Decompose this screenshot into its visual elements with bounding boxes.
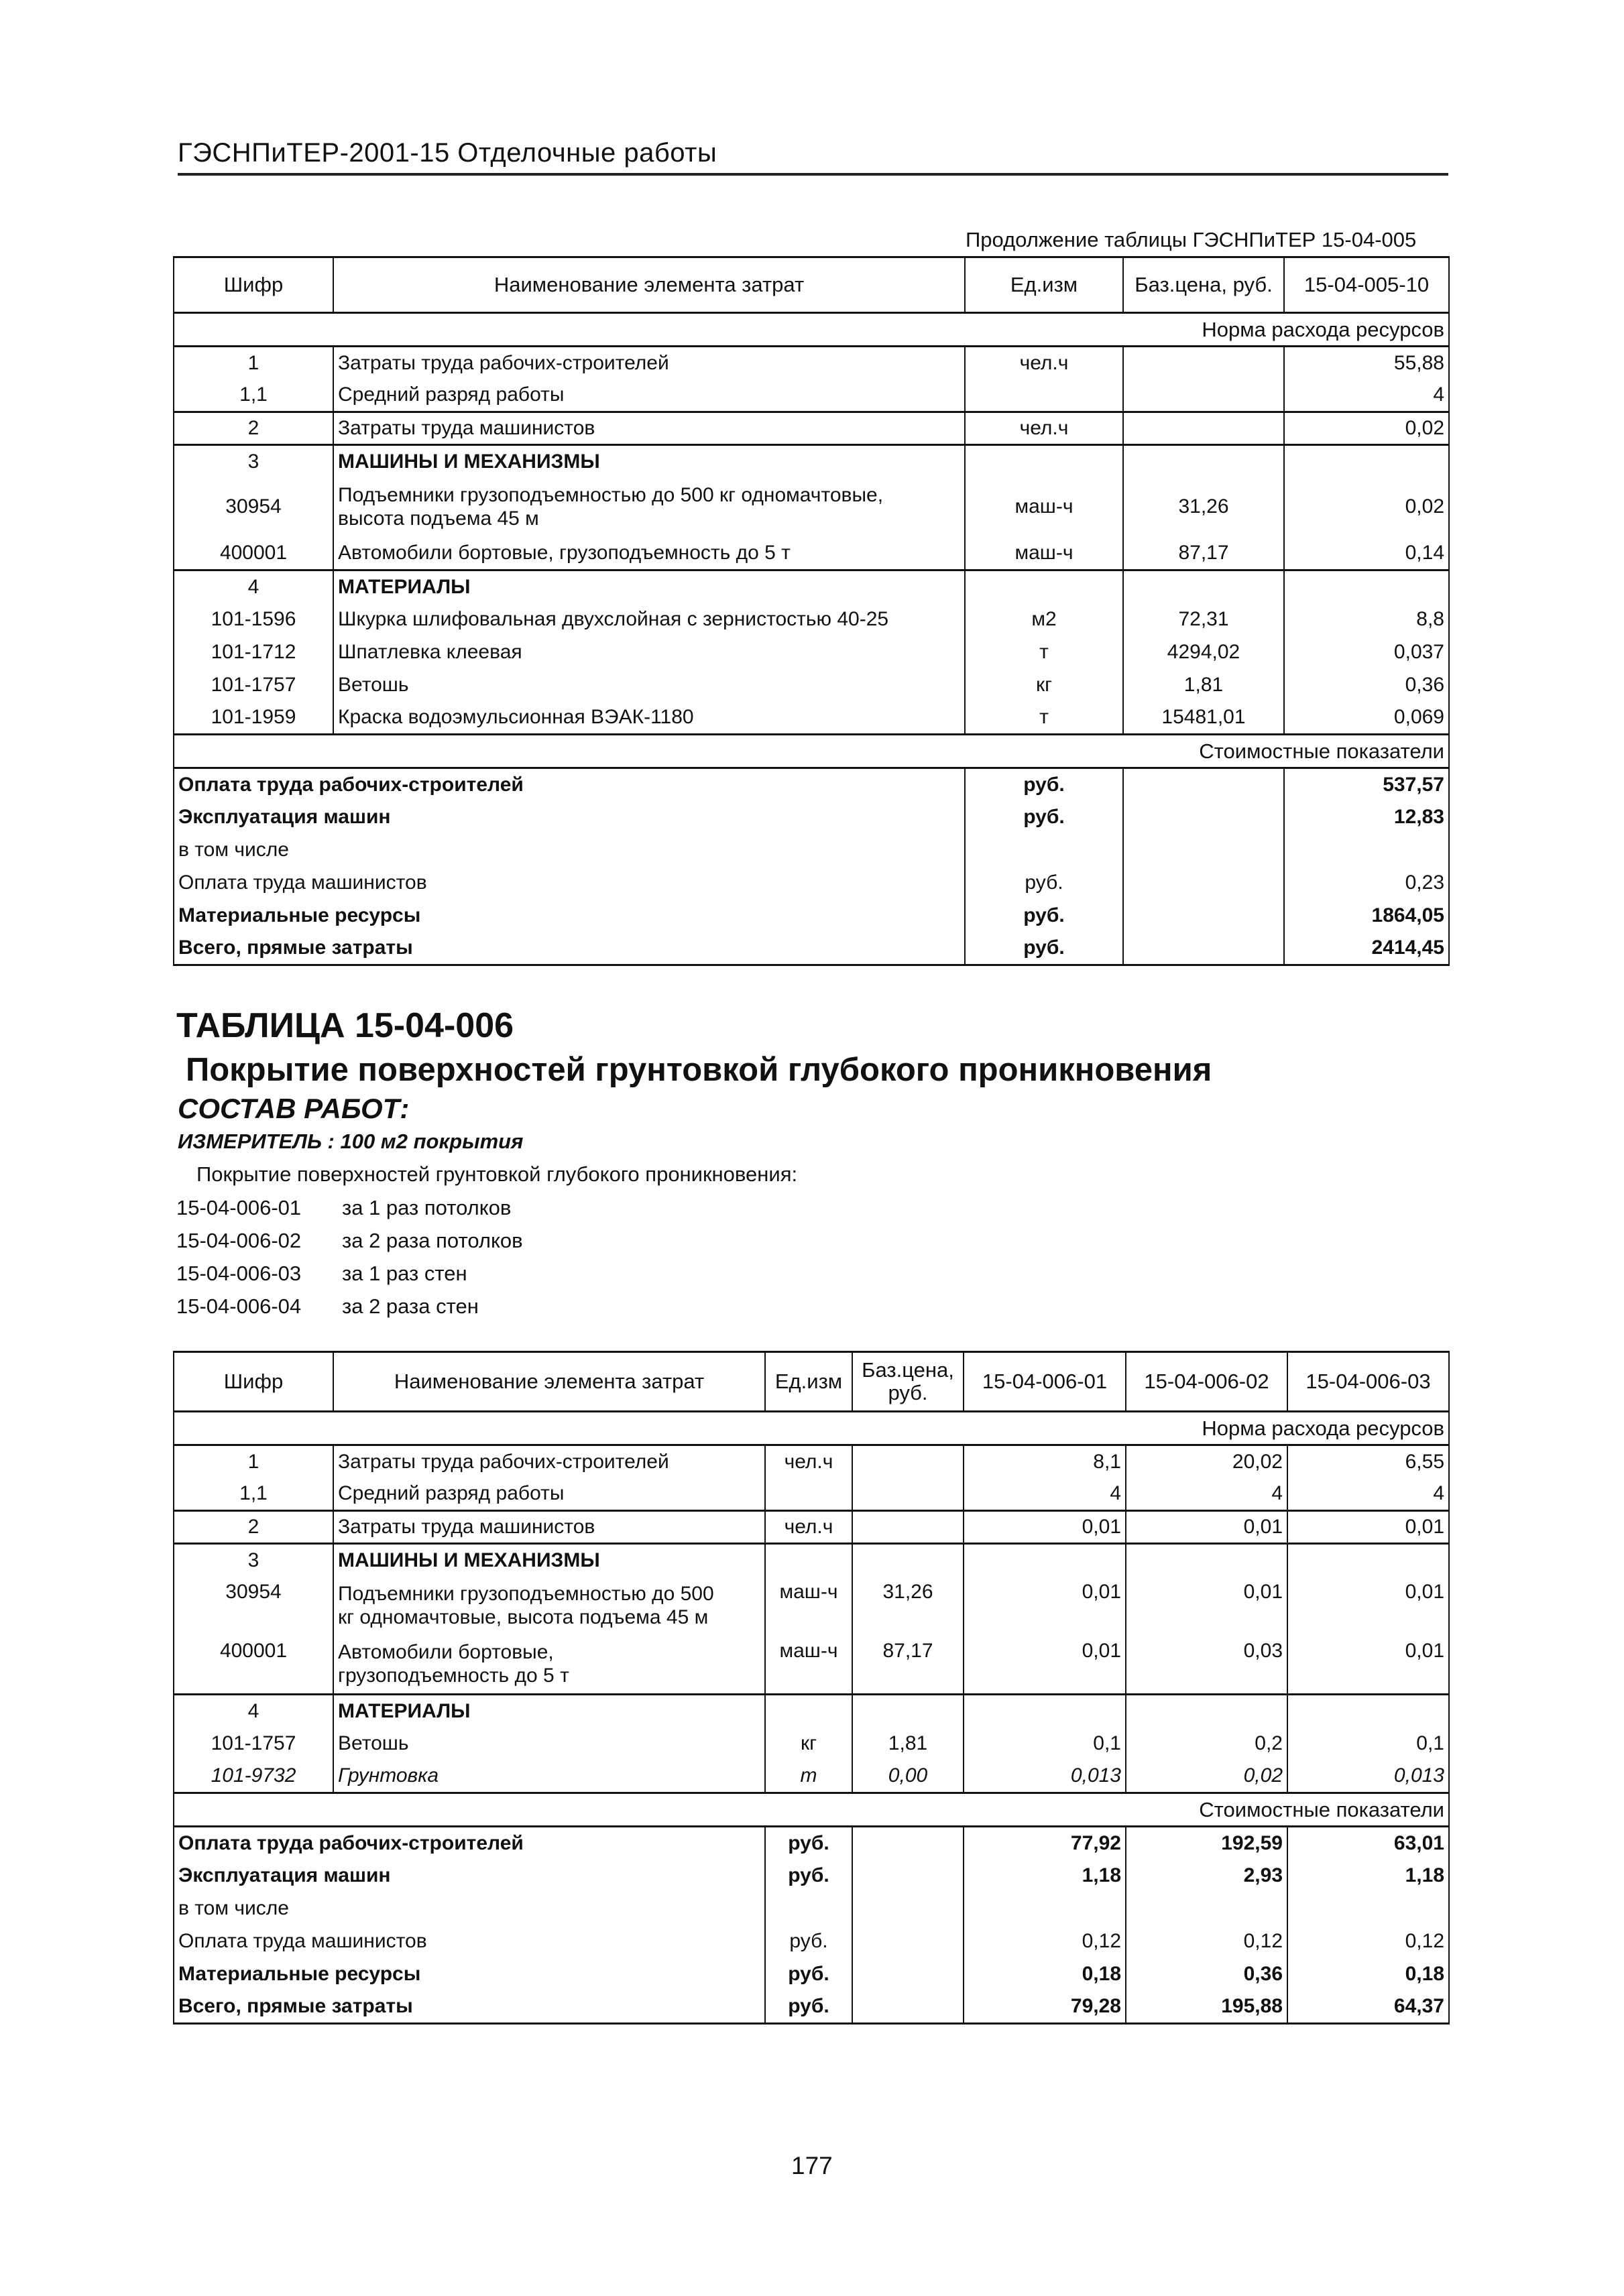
cost-value-3: 63,01 (1287, 1827, 1449, 1860)
table-row (174, 669, 1449, 702)
row-price (852, 1511, 964, 1544)
row-value-3: 0,013 (1287, 1760, 1449, 1793)
row-value-2: 20,02 (1126, 1445, 1287, 1478)
row-value: 0,037 (1284, 636, 1449, 669)
row-unit: маш-ч (765, 1636, 852, 1695)
row-code: 101-9732 (174, 1760, 333, 1793)
row-value-2: 0,03 (1126, 1636, 1287, 1695)
row-name: Ветошь (333, 1728, 765, 1760)
cost-value-3: 1,18 (1287, 1860, 1449, 1892)
cost-row (174, 834, 1449, 867)
cost-unit (965, 834, 1123, 867)
table-row (174, 1695, 1449, 1728)
cost-value-2: 2,93 (1126, 1860, 1287, 1892)
row-value: 0,14 (1284, 537, 1449, 570)
table-row (174, 636, 1449, 669)
norm-label: Норма расхода ресурсов (174, 1412, 1449, 1445)
running-header: ГЭСНПиТЕР-2001-15 Отделочные работы (178, 138, 717, 168)
norm-label: Норма расхода ресурсов (174, 313, 1449, 347)
table-row (174, 603, 1449, 636)
work-composition-heading: СОСТАВ РАБОТ: (178, 1093, 410, 1124)
cost-name: Эксплуатация машин (174, 1860, 765, 1892)
row-price: 0,00 (852, 1760, 964, 1793)
row-unit (765, 1695, 852, 1728)
row-value-3: 0,01 (1287, 1511, 1449, 1544)
cost-name: Оплата труда рабочих-строителей (174, 1827, 765, 1860)
row-unit: т (765, 1760, 852, 1793)
cost-name: в том числе (174, 834, 965, 867)
row-name: Средний разряд работы (333, 1478, 765, 1511)
cost-value-1: 0,18 (964, 1958, 1126, 1991)
row-name: Ветошь (333, 669, 965, 702)
row-price (852, 1478, 964, 1511)
row-code: 30954 (174, 1577, 333, 1636)
row-value-1: 0,01 (964, 1577, 1126, 1636)
cost-value-2: 195,88 (1126, 1991, 1287, 2024)
cost-value-1: 1,18 (964, 1860, 1126, 1892)
cost-row (174, 1925, 1449, 1958)
cost-row (174, 900, 1449, 932)
cost-value-3: 0,12 (1287, 1925, 1449, 1958)
row-value-2: 0,01 (1126, 1511, 1287, 1544)
cost-name: Всего, прямые затраты (174, 1991, 765, 2024)
cost-value-2 (1126, 1892, 1287, 1925)
row-code: 101-1712 (174, 636, 333, 669)
variant-code: 15-04-006-02 (176, 1229, 302, 1252)
header-col1: 15-04-005-10 (1284, 257, 1449, 313)
row-unit: м2 (965, 603, 1123, 636)
cost-row (174, 867, 1449, 900)
variant-text: за 1 раз стен (342, 1262, 467, 1285)
cost-value-1: 77,92 (964, 1827, 1126, 1860)
cost-value-2: 192,59 (1126, 1827, 1287, 1860)
table-row (174, 1445, 1449, 1478)
row-value: 0,069 (1284, 702, 1449, 735)
cost-row (174, 1827, 1449, 1860)
variant-code: 15-04-006-03 (176, 1262, 302, 1285)
header-name: Наименование элемента затрат (333, 257, 965, 313)
row-value-3: 4 (1287, 1478, 1449, 1511)
cost-value-1 (964, 1892, 1126, 1925)
cost-unit: руб. (965, 801, 1123, 834)
cost-row (174, 1860, 1449, 1892)
row-value-3: 0,01 (1287, 1577, 1449, 1636)
variant-code: 15-04-006-01 (176, 1196, 302, 1219)
row-unit (765, 1478, 852, 1511)
cost-unit: руб. (965, 932, 1123, 965)
row-code: 101-1757 (174, 1728, 333, 1760)
row-unit: т (965, 636, 1123, 669)
header-col2: 15-04-006-02 (1126, 1352, 1287, 1412)
cost-name: Всего, прямые затраты (174, 932, 965, 965)
cost-value-2: 0,36 (1126, 1958, 1287, 1991)
row-price (852, 1445, 964, 1478)
cost-value-2: 0,12 (1126, 1925, 1287, 1958)
row-value: 55,88 (1284, 347, 1449, 379)
row-price: 31,26 (852, 1577, 964, 1636)
variant-text: за 2 раза стен (342, 1294, 479, 1318)
table1-caption: Продолжение таблицы ГЭСНПиТЕР 15-04-005 (966, 228, 1417, 251)
row-name: Автомобили бортовые, грузоподъемность до 5 т (333, 537, 965, 570)
row-value: 0,02 (1284, 412, 1449, 445)
cost-value-3: 64,37 (1287, 1991, 1449, 2024)
cost-unit: руб. (765, 1991, 852, 2024)
row-name: Затраты труда рабочих-строителей (333, 1445, 765, 1478)
row-value: 8,8 (1284, 603, 1449, 636)
row-value: 0,36 (1284, 669, 1449, 702)
table-subtitle: Покрытие поверхностей грунтовкой глубокого проникновения (186, 1052, 1212, 1088)
header-col1: 15-04-006-01 (964, 1352, 1126, 1412)
cost-value-1: 0,12 (964, 1925, 1126, 1958)
section-name: МАТЕРИАЛЫ (333, 1695, 765, 1728)
header-code: Шифр (174, 1352, 333, 1412)
row-code: 3 (174, 1544, 333, 1577)
row-value-1 (964, 1695, 1126, 1728)
row-name: Затраты труда рабочих-строителей (333, 347, 965, 379)
row-name: Краска водоэмульсионная ВЭАК-1180 (333, 702, 965, 735)
cost-unit: руб. (965, 867, 1123, 900)
table-row (174, 1728, 1449, 1760)
cost-name: в том числе (174, 1892, 765, 1925)
cost-value-3: 0,18 (1287, 1958, 1449, 1991)
row-unit: чел.ч (965, 347, 1123, 379)
table-row (174, 347, 1449, 379)
row-value-1: 4 (964, 1478, 1126, 1511)
measurement-unit: ИЗМЕРИТЕЛЬ : 100 м2 покрытия (178, 1130, 524, 1153)
row-value-2: 0,01 (1126, 1577, 1287, 1636)
row-name: Автомобили бортовые, (338, 1641, 554, 1664)
header-price-unit: руб. (888, 1381, 928, 1404)
work-description: Покрытие поверхностей грунтовкой глубокого проникновения: (196, 1162, 798, 1186)
row-unit: маш-ч (965, 478, 1123, 537)
row-value: 0,02 (1284, 478, 1449, 537)
cost-name: Оплата труда рабочих-строителей (174, 768, 965, 801)
row-unit (965, 570, 1123, 603)
header-col3: 15-04-006-03 (1287, 1352, 1449, 1412)
page-number: 177 (791, 2152, 833, 2179)
table-row (174, 412, 1449, 445)
row-name: Подъемники грузоподъемностью до 500 (338, 1583, 714, 1605)
table-row (174, 537, 1449, 570)
row-value-2: 0,2 (1126, 1728, 1287, 1760)
row-unit: чел.ч (965, 412, 1123, 445)
row-unit: чел.ч (765, 1445, 852, 1478)
header-rule (178, 173, 1448, 176)
section-name: МАТЕРИАЛЫ (333, 570, 965, 603)
table-row (174, 379, 1449, 412)
cost-unit: руб. (765, 1827, 852, 1860)
cost-label: Стоимостные показатели (174, 1793, 1449, 1827)
row-value-3: 0,01 (1287, 1636, 1449, 1695)
row-value-1: 0,1 (964, 1728, 1126, 1760)
table-row (174, 702, 1449, 735)
header-unit: Ед.изм (765, 1352, 852, 1412)
row-value-3: 0,1 (1287, 1728, 1449, 1760)
row-price: 31,26 (1123, 478, 1284, 537)
table-title: ТАБЛИЦА 15-04-006 (176, 1006, 514, 1045)
cost-value (1284, 834, 1449, 867)
cost-row (174, 801, 1449, 834)
cost-row (174, 1991, 1449, 2024)
cost-row (174, 932, 1449, 965)
table-row (174, 1760, 1449, 1793)
row-code: 1 (174, 347, 333, 379)
row-code: 4 (174, 1695, 333, 1728)
table-row (174, 1544, 1449, 1577)
row-price: 1,81 (1123, 669, 1284, 702)
row-value-3 (1287, 1544, 1449, 1577)
row-value-1: 0,01 (964, 1636, 1126, 1695)
variant-text: за 1 раз потолков (342, 1196, 512, 1219)
row-name-continued: высота подъема 45 м (338, 507, 539, 530)
row-price: 1,81 (852, 1728, 964, 1760)
row-unit: т (965, 702, 1123, 735)
row-unit: маш-ч (765, 1577, 852, 1636)
cost-value: 1864,05 (1284, 900, 1449, 932)
row-price (1123, 347, 1284, 379)
cost-value: 0,23 (1284, 867, 1449, 900)
section-name: МАШИНЫ И МЕХАНИЗМЫ (333, 1544, 765, 1577)
variant-text: за 2 раза потолков (342, 1229, 523, 1252)
row-unit: кг (765, 1728, 852, 1760)
header-unit: Ед.изм (965, 257, 1123, 313)
row-code: 30954 (174, 478, 333, 537)
header-price: Баз.цена, руб. (1123, 257, 1284, 313)
row-value-1: 0,013 (964, 1760, 1126, 1793)
cost-unit: руб. (965, 900, 1123, 932)
row-name: Затраты труда машинистов (333, 412, 965, 445)
row-unit (965, 379, 1123, 412)
row-value (1284, 445, 1449, 478)
header-code: Шифр (174, 257, 333, 313)
row-code: 3 (174, 445, 333, 478)
table-row (174, 1577, 1449, 1636)
cost-row (174, 768, 1449, 801)
cost-name: Эксплуатация машин (174, 801, 965, 834)
row-price (1123, 445, 1284, 478)
row-price (852, 1544, 964, 1577)
cost-value-1: 79,28 (964, 1991, 1126, 2024)
row-price (1123, 379, 1284, 412)
table-row (174, 570, 1449, 603)
cost-value-3 (1287, 1892, 1449, 1925)
row-name: Затраты труда машинистов (333, 1511, 765, 1544)
row-price: 4294,02 (1123, 636, 1284, 669)
table-row (174, 445, 1449, 478)
row-code: 2 (174, 1511, 333, 1544)
row-unit: кг (965, 669, 1123, 702)
table-row (174, 1511, 1449, 1544)
cost-unit: руб. (765, 1860, 852, 1892)
table-row (174, 478, 1449, 537)
row-code: 1,1 (174, 379, 333, 412)
cost-value: 537,57 (1284, 768, 1449, 801)
table-row (174, 1636, 1449, 1695)
header-name: Наименование элемента затрат (333, 1352, 765, 1412)
row-code: 400001 (174, 1636, 333, 1695)
row-value-2 (1126, 1695, 1287, 1728)
row-code: 2 (174, 412, 333, 445)
row-unit (765, 1544, 852, 1577)
cost-name: Материальные ресурсы (174, 900, 965, 932)
row-code: 400001 (174, 537, 333, 570)
row-name-continued: грузоподъемность до 5 т (338, 1664, 569, 1687)
row-value: 4 (1284, 379, 1449, 412)
row-value-2: 4 (1126, 1478, 1287, 1511)
row-code: 101-1959 (174, 702, 333, 735)
row-unit: чел.ч (765, 1511, 852, 1544)
row-value (1284, 570, 1449, 603)
row-code: 1 (174, 1445, 333, 1478)
row-price (1123, 570, 1284, 603)
row-value-3 (1287, 1695, 1449, 1728)
row-code: 101-1596 (174, 603, 333, 636)
row-code: 1,1 (174, 1478, 333, 1511)
row-name: Шкурка шлифовальная двухслойная с зернистостью 40-25 (333, 603, 965, 636)
cost-name: Материальные ресурсы (174, 1958, 765, 1991)
row-code: 101-1757 (174, 669, 333, 702)
cost-row (174, 1958, 1449, 1991)
table-15-04-006 (173, 1351, 1450, 2025)
cost-value: 12,83 (1284, 801, 1449, 834)
row-value-1: 0,01 (964, 1511, 1126, 1544)
row-value-3: 6,55 (1287, 1445, 1449, 1478)
cost-value: 2414,45 (1284, 932, 1449, 965)
section-name: МАШИНЫ И МЕХАНИЗМЫ (333, 445, 965, 478)
row-value-2: 0,02 (1126, 1760, 1287, 1793)
row-price (852, 1695, 964, 1728)
header-price: Баз.цена, (862, 1357, 954, 1382)
cost-unit: руб. (965, 768, 1123, 801)
row-value-1: 8,1 (964, 1445, 1126, 1478)
cost-label: Стоимостные показатели (174, 735, 1449, 768)
cost-unit (765, 1892, 852, 1925)
variant-code: 15-04-006-04 (176, 1294, 302, 1318)
row-price: 15481,01 (1123, 702, 1284, 735)
table-15-04-005 (173, 256, 1450, 966)
table-row (174, 1478, 1449, 1511)
row-name: Средний разряд работы (333, 379, 965, 412)
cost-name: Оплата труда машинистов (174, 867, 965, 900)
cost-name: Оплата труда машинистов (174, 1925, 765, 1958)
row-unit (965, 445, 1123, 478)
row-price: 87,17 (852, 1636, 964, 1695)
row-name: Подъемники грузоподъемностью до 500 кг одномачтовые, (338, 484, 884, 506)
row-price: 87,17 (1123, 537, 1284, 570)
row-name-continued: кг одномачтовые, высота подъема 45 м (338, 1606, 709, 1628)
row-price (1123, 412, 1284, 445)
row-price: 72,31 (1123, 603, 1284, 636)
cost-row (174, 1892, 1449, 1925)
row-unit: маш-ч (965, 537, 1123, 570)
row-name: Грунтовка (333, 1760, 765, 1793)
cost-unit: руб. (765, 1925, 852, 1958)
row-value-2 (1126, 1544, 1287, 1577)
row-value-1 (964, 1544, 1126, 1577)
row-code: 4 (174, 570, 333, 603)
cost-unit: руб. (765, 1958, 852, 1991)
row-name: Шпатлевка клеевая (333, 636, 965, 669)
